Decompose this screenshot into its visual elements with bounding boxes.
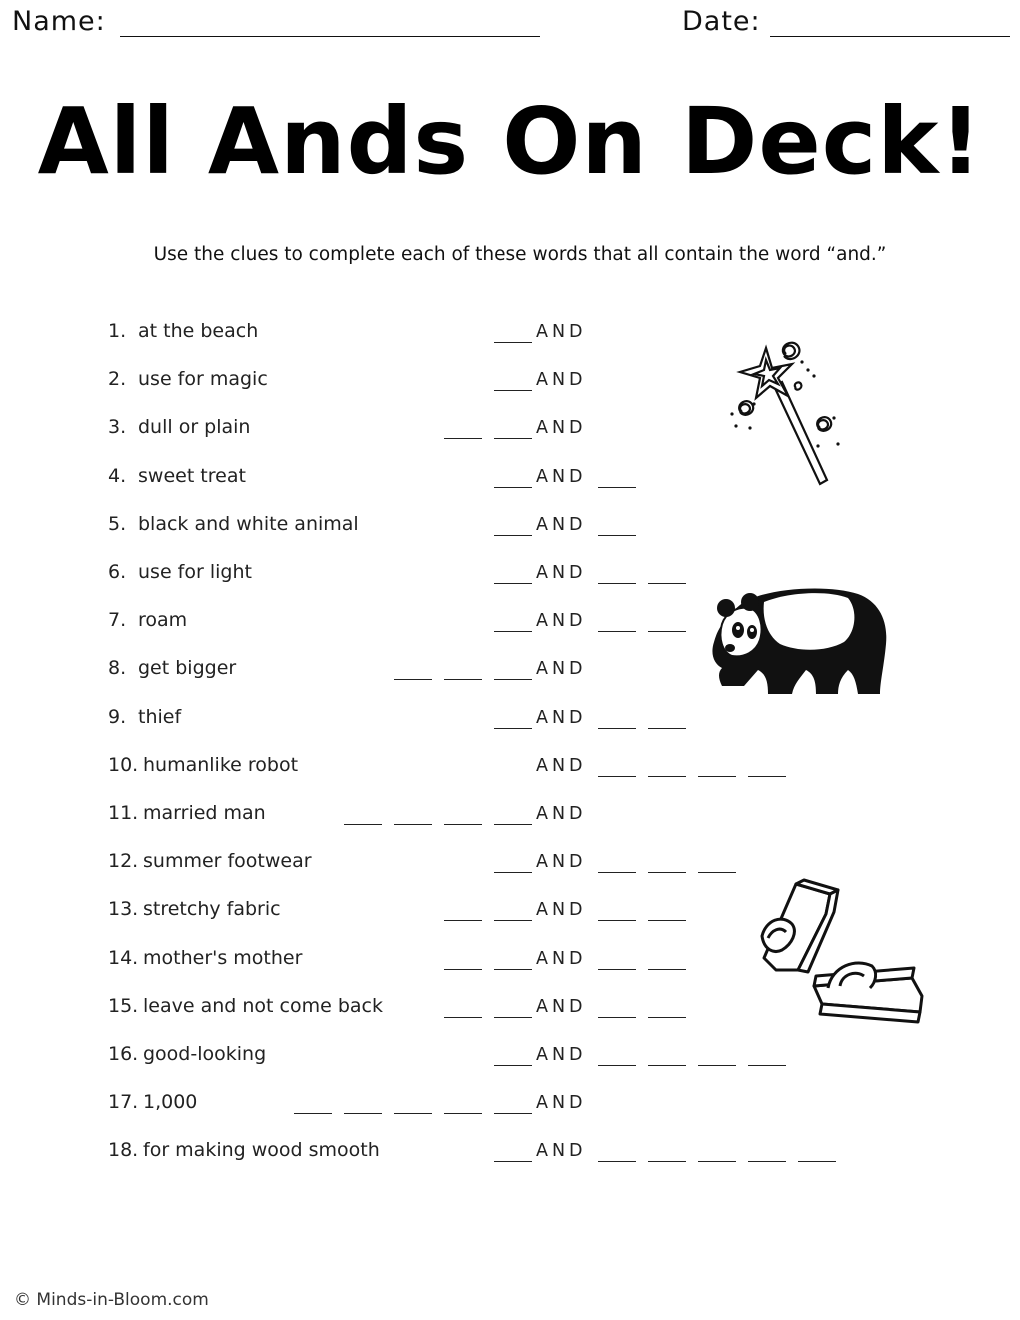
clue-text: mother's mother (143, 946, 303, 969)
answer-blank[interactable] (344, 824, 382, 825)
clue-number: 16. (108, 1043, 139, 1065)
answer-blank[interactable] (444, 1113, 482, 1114)
magic-wand-icon (726, 334, 846, 490)
answer-blank[interactable] (598, 583, 636, 584)
and-word: AND (536, 1045, 587, 1065)
name-field[interactable] (120, 36, 540, 37)
clue-number: 3. (108, 416, 127, 439)
answer-blank[interactable] (494, 390, 532, 391)
copyright-footer: © Minds-in-Bloom.com (14, 1290, 209, 1310)
clue-text: stretchy fabric (143, 898, 281, 921)
answer-blank[interactable] (494, 824, 532, 825)
clue-text: roam (138, 609, 188, 632)
answer-blank[interactable] (598, 1161, 636, 1162)
clue-number: 1. (108, 320, 127, 342)
answer-blank[interactable] (648, 1161, 686, 1162)
answer-blank[interactable] (444, 1017, 482, 1018)
clue-number: 2. (108, 368, 127, 391)
name-label: Name: (12, 6, 106, 37)
answer-blank[interactable] (648, 631, 686, 632)
answer-blank[interactable] (494, 920, 532, 921)
answer-blank[interactable] (444, 679, 482, 680)
and-word: AND (536, 755, 587, 776)
answer-blank[interactable] (598, 728, 636, 729)
answer-blank[interactable] (494, 969, 532, 970)
clue-text: use for magic (138, 368, 268, 391)
answer-blank[interactable] (444, 824, 482, 825)
clue-text: sweet treat (138, 464, 246, 487)
and-word: AND (536, 659, 587, 680)
answer-blank[interactable] (598, 535, 636, 536)
answer-blank[interactable] (494, 1161, 532, 1162)
answer-blank[interactable] (698, 776, 736, 777)
clue-text: black and white animal (138, 512, 359, 535)
answer-blank[interactable] (444, 920, 482, 921)
clue-number: 5. (108, 512, 127, 535)
answer-blank[interactable] (494, 583, 532, 584)
instructions: Use the clues to complete each of these words that all contain the word “and.” (153, 244, 887, 265)
date-label: Date: (682, 6, 761, 37)
clue-text: thief (138, 705, 182, 728)
and-word: AND (536, 1093, 587, 1114)
clue-text: summer footwear (143, 850, 312, 873)
answer-blank[interactable] (648, 872, 686, 873)
clue-number: 18. (108, 1139, 139, 1162)
clue-number: 12. (108, 850, 139, 873)
and-word: AND (536, 563, 587, 583)
clue-text: married man (143, 802, 266, 824)
clue-number: 14. (108, 946, 139, 969)
answer-blank[interactable] (648, 583, 686, 584)
and-word: AND (536, 996, 587, 1017)
clue-number: 4. (108, 464, 127, 487)
answer-blank[interactable] (494, 487, 532, 488)
panda-icon (708, 582, 890, 702)
and-word: AND (536, 611, 587, 632)
clue-number: 15. (108, 994, 139, 1017)
clue-number: 9. (108, 705, 127, 728)
answer-blank[interactable] (294, 1113, 332, 1114)
sandals-icon (752, 874, 934, 1028)
answer-blank[interactable] (698, 1065, 736, 1066)
clue-text: dull or plain (138, 416, 251, 439)
answer-blank[interactable] (698, 872, 736, 873)
answer-blank[interactable] (444, 969, 482, 970)
clue-text: get bigger (138, 657, 237, 680)
and-word: AND (536, 1141, 587, 1162)
answer-blank[interactable] (648, 776, 686, 777)
and-word: AND (536, 322, 587, 342)
clue-text: use for light (138, 561, 252, 583)
answer-blank[interactable] (648, 1065, 686, 1066)
answer-blank[interactable] (598, 1017, 636, 1018)
clue-text: humanlike robot (143, 753, 299, 776)
answer-blank[interactable] (598, 631, 636, 632)
page-title: All Ands On Deck! (37, 88, 983, 195)
answer-blank[interactable] (598, 872, 636, 873)
and-word: AND (536, 900, 587, 921)
and-word: AND (536, 514, 587, 535)
answer-blank[interactable] (748, 1065, 786, 1066)
answer-blank[interactable] (648, 728, 686, 729)
clue-number: 6. (108, 561, 127, 583)
answer-blank[interactable] (394, 1113, 432, 1114)
answer-blank[interactable] (748, 1161, 786, 1162)
answer-blank[interactable] (598, 920, 636, 921)
answer-blank[interactable] (494, 1065, 532, 1066)
clue-number: 11. (108, 802, 139, 824)
and-word: AND (536, 466, 587, 487)
clue-text: leave and not come back (143, 994, 383, 1017)
answer-blank[interactable] (494, 438, 532, 439)
answer-blank[interactable] (598, 776, 636, 777)
and-word: AND (536, 370, 587, 391)
answer-blank[interactable] (648, 969, 686, 970)
clue-number: 13. (108, 898, 139, 921)
answer-blank[interactable] (444, 438, 482, 439)
answer-blank[interactable] (494, 1113, 532, 1114)
answer-blank[interactable] (598, 1065, 636, 1066)
and-word: AND (536, 948, 587, 969)
answer-blank[interactable] (648, 920, 686, 921)
answer-blank[interactable] (494, 631, 532, 632)
answer-blank[interactable] (494, 872, 532, 873)
clue-text: 1,000 (143, 1091, 198, 1114)
answer-blank[interactable] (494, 679, 532, 680)
answer-blank[interactable] (494, 535, 532, 536)
clue-text: for making wood smooth (143, 1139, 380, 1162)
date-field[interactable] (770, 36, 1010, 37)
and-word: AND (536, 707, 587, 728)
clue-text: at the beach (138, 320, 259, 342)
answer-blank[interactable] (648, 1017, 686, 1018)
answer-blank[interactable] (494, 1017, 532, 1018)
answer-blank[interactable] (698, 1161, 736, 1162)
clue-text: good-looking (143, 1043, 267, 1065)
answer-blank[interactable] (494, 342, 532, 343)
answer-blank[interactable] (394, 824, 432, 825)
answer-blank[interactable] (598, 969, 636, 970)
and-word: AND (536, 852, 587, 873)
answer-blank[interactable] (748, 776, 786, 777)
and-word: AND (536, 804, 587, 824)
answer-blank[interactable] (798, 1161, 836, 1162)
clue-number: 8. (108, 657, 127, 680)
clue-number: 17. (108, 1091, 139, 1114)
clue-number: 10. (108, 753, 139, 776)
clue-number: 7. (108, 609, 127, 632)
answer-blank[interactable] (394, 679, 432, 680)
answer-blank[interactable] (598, 487, 636, 488)
answer-blank[interactable] (494, 728, 532, 729)
answer-blank[interactable] (344, 1113, 382, 1114)
and-word: AND (536, 418, 587, 439)
